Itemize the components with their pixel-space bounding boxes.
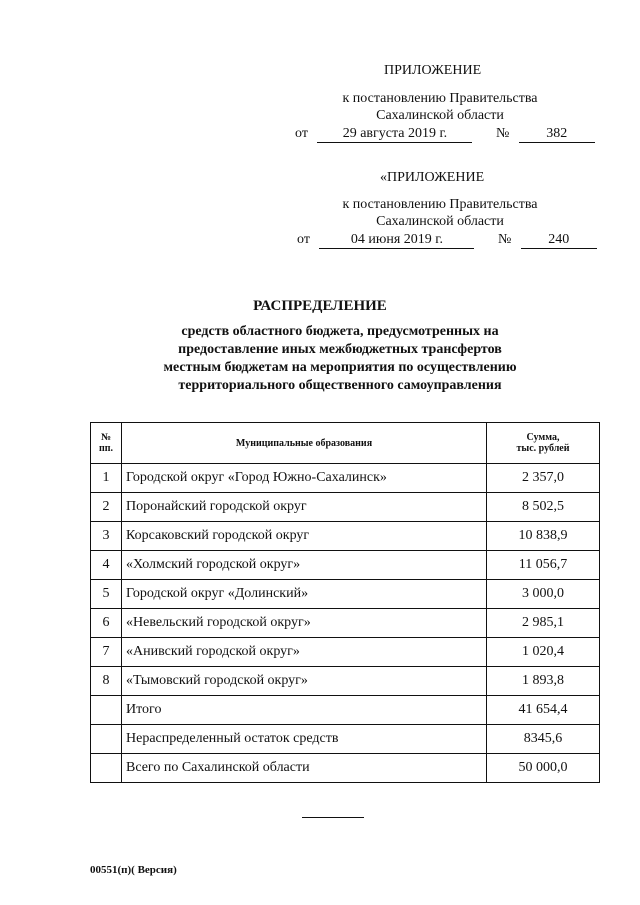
- row-name: Всего по Сахалинской области: [122, 754, 487, 783]
- row-value: 50 000,0: [487, 754, 600, 783]
- resolution-number: 382: [519, 126, 595, 143]
- row-num: 1: [91, 464, 122, 493]
- row-name: Корсаковский городской округ: [122, 522, 487, 551]
- table-row: [91, 464, 600, 493]
- subtitle-line-2: предоставление иных межбюджетных трансфертов: [178, 342, 502, 357]
- row-value: 8 502,5: [487, 493, 600, 522]
- header-num-line1: №: [100, 432, 112, 443]
- row-num: [91, 696, 122, 725]
- row-name: «Холмский городской округ»: [122, 551, 487, 580]
- document-title: РАСПРЕДЕЛЕНИЕ: [253, 298, 387, 314]
- appendix-region-line-2: Сахалинской области: [376, 214, 504, 229]
- row-num: 5: [91, 580, 122, 609]
- header-num: [91, 423, 122, 464]
- row-name: «Тымовский городской округ»: [122, 667, 487, 696]
- row-name: Поронайский городской округ: [122, 493, 487, 522]
- from-label: от: [297, 232, 310, 247]
- row-value: 2 357,0: [487, 464, 600, 493]
- from-label: от: [295, 126, 308, 141]
- header-name: Муниципальные образования: [122, 423, 487, 464]
- subtitle-line-4: территориального общественного самоуправления: [178, 378, 502, 393]
- resolution-number: 240: [521, 232, 597, 249]
- row-name: Нераспределенный остаток средств: [122, 725, 487, 754]
- subtitle-line-3: местным бюджетам на мероприятия по осуществлению: [163, 360, 517, 375]
- appendix-title-2: «ПРИЛОЖЕНИЕ: [380, 170, 485, 185]
- row-num: [91, 725, 122, 754]
- table-row: [91, 667, 600, 696]
- end-divider: [302, 817, 364, 818]
- table-row: [91, 638, 600, 667]
- row-num: 7: [91, 638, 122, 667]
- header-sum-line1: Сумма,: [526, 432, 560, 443]
- appendix-date-row-2: [297, 232, 597, 249]
- number-label: №: [495, 126, 510, 141]
- row-value: 10 838,9: [487, 522, 600, 551]
- row-num: 3: [91, 522, 122, 551]
- row-value: 11 056,7: [487, 551, 600, 580]
- row-name: Городской округ «Город Южно-Сахалинск»: [122, 464, 487, 493]
- table-row: [91, 551, 600, 580]
- resolution-date: 29 августа 2019 г.: [317, 126, 472, 143]
- header-num-line2: пп.: [98, 443, 114, 454]
- table-header-row: [91, 423, 600, 464]
- row-value: 8345,6: [487, 725, 600, 754]
- row-num: 2: [91, 493, 122, 522]
- row-num: 8: [91, 667, 122, 696]
- number-label: №: [497, 232, 512, 247]
- appendix-title-1: ПРИЛОЖЕНИЕ: [384, 63, 482, 78]
- table-row: [91, 609, 600, 638]
- table-row-grand-total: [91, 754, 600, 783]
- row-num: 4: [91, 551, 122, 580]
- appendix-region-line-1: Сахалинской области: [376, 108, 504, 123]
- document-code: 00551(п)( Версия): [90, 864, 177, 876]
- row-num: 6: [91, 609, 122, 638]
- row-value: 3 000,0: [487, 580, 600, 609]
- header-sum-line2: тыс. рублей: [516, 443, 570, 454]
- table-row: [91, 580, 600, 609]
- table-row-total: [91, 696, 600, 725]
- subtitle-line-1: средств областного бюджета, предусмотренных на: [181, 324, 499, 339]
- table-row: [91, 522, 600, 551]
- appendix-date-row-1: [295, 126, 595, 143]
- row-value: 41 654,4: [487, 696, 600, 725]
- row-name: «Анивский городской округ»: [122, 638, 487, 667]
- row-value: 1 893,8: [487, 667, 600, 696]
- table-row-unallocated: [91, 725, 600, 754]
- row-value: 2 985,1: [487, 609, 600, 638]
- header-sum: [487, 423, 600, 464]
- distribution-table: [90, 422, 600, 783]
- resolution-date: 04 июня 2019 г.: [319, 232, 474, 249]
- row-name: Итого: [122, 696, 487, 725]
- row-num: [91, 754, 122, 783]
- row-name: Городской округ «Долинский»: [122, 580, 487, 609]
- row-name: «Невельский городской округ»: [122, 609, 487, 638]
- table-row: [91, 493, 600, 522]
- appendix-resolution-line-1: к постановлению Правительства: [342, 91, 538, 106]
- appendix-resolution-line-2: к постановлению Правительства: [342, 197, 538, 212]
- row-value: 1 020,4: [487, 638, 600, 667]
